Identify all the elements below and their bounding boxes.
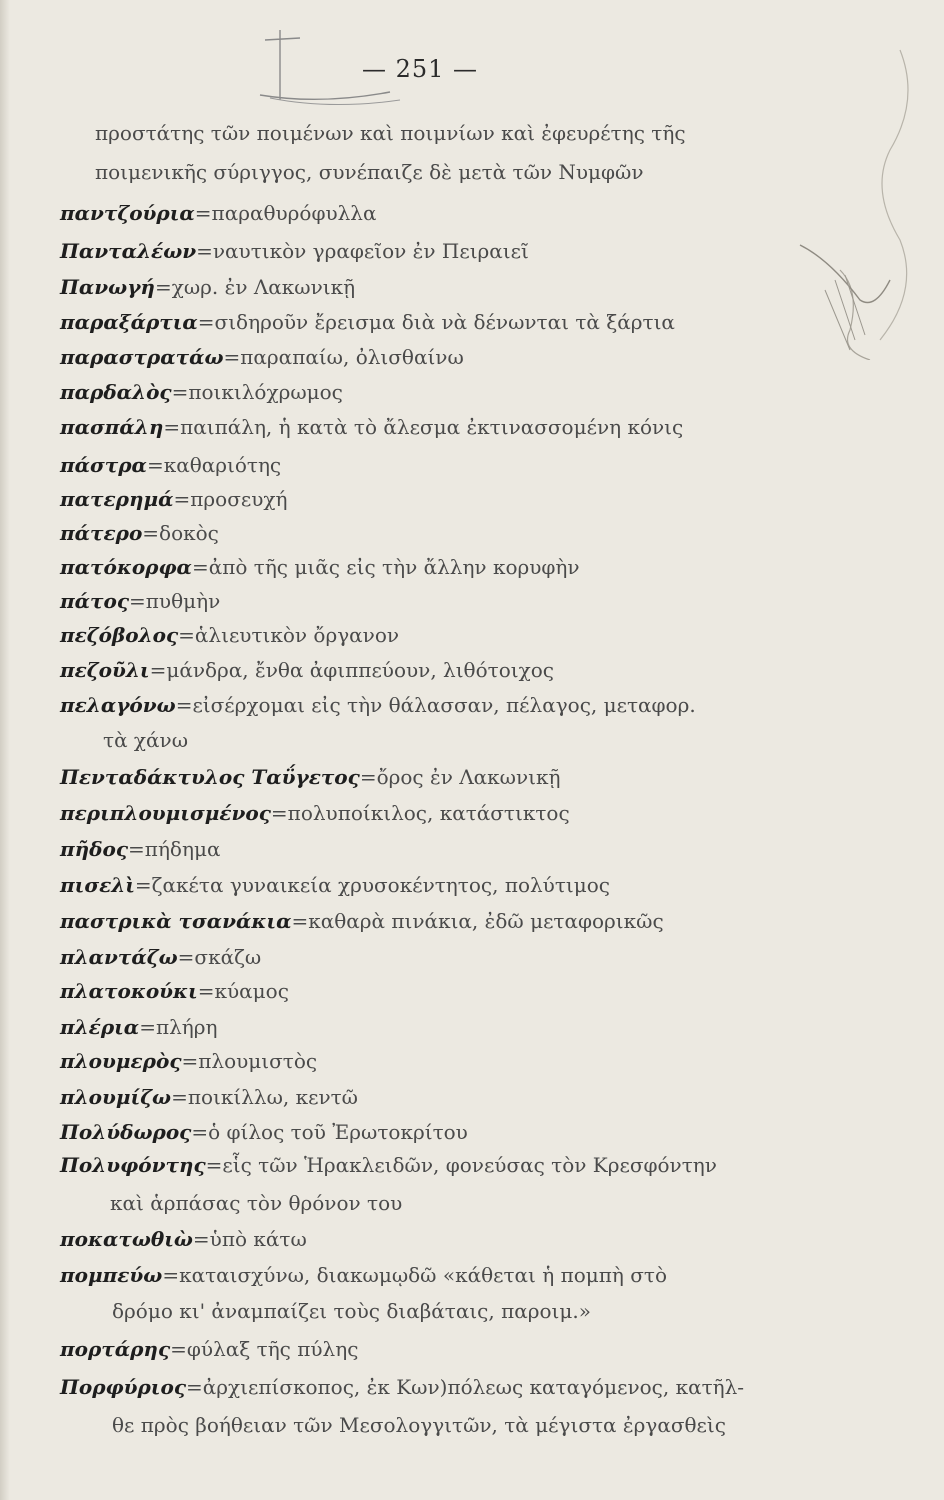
glossary-term: πάτος xyxy=(60,589,130,613)
glossary-definition: =μάνδρα, ἔνθα ἀφιππεύουν, λιθότοιχος xyxy=(149,658,554,682)
glossary-term: πλατοκούκι xyxy=(60,979,198,1003)
glossary-line xyxy=(60,1012,218,1042)
glossary-definition: =πήδημα xyxy=(128,837,221,861)
glossary-definition: =πολυποίκιλος, κατάστικτος xyxy=(270,801,570,825)
glossary-line xyxy=(60,870,610,900)
glossary-term: πισελὶ xyxy=(60,873,135,897)
glossary-definition: =ὁ φίλος τοῦ Ἐρωτοκρίτου xyxy=(191,1120,468,1144)
glossary-definition: =προσευχή xyxy=(173,487,288,511)
glossary-definition: =ἀρχιεπίσκοπος, ἐκ Κων)πόλεως καταγόμενος, κατῆλ- xyxy=(186,1375,745,1399)
glossary-definition: =παραθυρόφυλλα xyxy=(194,201,377,225)
glossary-line xyxy=(60,942,261,972)
glossary-term: Πανταλέων xyxy=(60,239,197,263)
glossary-term: πορτάρης xyxy=(60,1337,171,1361)
glossary-definition: =καταισχύνω, διακωμῳδῶ «κάθεται ἡ πομπὴ στὸ xyxy=(162,1263,668,1287)
glossary-term: Πενταδάκτυλος Ταΰγετος xyxy=(60,765,360,789)
glossary-line xyxy=(60,377,343,407)
glossary-line xyxy=(95,157,644,187)
glossary-line xyxy=(60,1372,744,1402)
glossary-line xyxy=(60,412,683,442)
glossary-line xyxy=(95,118,686,148)
glossary-term: Πολυφόντης xyxy=(60,1153,206,1177)
glossary-definition: =ἀπὸ τῆς μιᾶς εἰς τὴν ἄλλην κορυφὴν xyxy=(191,555,580,579)
glossary-definition: =ναυτικὸν γραφεῖον ἐν Πειραιεῖ xyxy=(196,239,529,263)
glossary-definition: =πλήρη xyxy=(139,1015,218,1039)
glossary-line xyxy=(60,518,219,548)
glossary-line xyxy=(60,762,560,792)
glossary-line xyxy=(103,725,188,755)
glossary-definition: =καθαριότης xyxy=(146,453,282,477)
glossary-definition: =εἷς τῶν Ἡρακλειδῶν, φονεύσας τὸν Κρεσφόντην xyxy=(205,1153,717,1177)
glossary-term: Πολύδωρος xyxy=(60,1120,192,1144)
glossary-term: πλαντάζω xyxy=(60,945,178,969)
glossary-line xyxy=(60,1082,358,1112)
glossary-definition: =ποικίλλω, κεντῶ xyxy=(171,1085,358,1109)
glossary-term: πομπεύω xyxy=(60,1263,163,1287)
glossary-term: πλέρια xyxy=(60,1015,140,1039)
glossary-line xyxy=(60,1224,307,1254)
glossary-term: περιπλουμισμένος xyxy=(60,801,271,825)
glossary-definition: δρόμο κι' ἀναμπαίζει τοὺς διαβάταις, παροιμ.» xyxy=(112,1299,591,1323)
glossary-line xyxy=(60,198,377,228)
glossary-line xyxy=(60,1117,468,1147)
glossary-definition: =ζακέτα γυναικεία χρυσοκέντητος, πολύτιμος xyxy=(134,873,610,897)
glossary-definition: =ὄρος ἐν Λακωνικῇ xyxy=(359,765,561,789)
glossary-definition: =εἰσέρχομαι εἰς τὴν θάλασσαν, πέλαγος, μεταφορ. xyxy=(175,693,696,717)
glossary-term: Πορφύριος xyxy=(60,1375,187,1399)
glossary-definition: καὶ ἁρπάσας τὸν θρόνον του xyxy=(110,1191,403,1215)
glossary-definition: =φύλαξ τῆς πύλης xyxy=(170,1337,359,1361)
glossary-term: πασπάλη xyxy=(60,415,164,439)
glossary-definition: ποιμενικῆς σύριγγος, συνέπαιζε δὲ μετὰ τῶν Νυμφῶν xyxy=(95,160,644,184)
glossary-line xyxy=(112,1296,591,1326)
page-binding-shadow xyxy=(0,0,10,1500)
glossary-definition: =πυθμὴν xyxy=(129,589,221,613)
glossary-definition: =σκάζω xyxy=(177,945,262,969)
glossary-line xyxy=(60,1334,358,1364)
glossary-term: Πανωγή xyxy=(60,275,155,299)
glossary-line xyxy=(60,690,696,720)
glossary-term: ποκατωθιὼ xyxy=(60,1227,193,1251)
glossary-line xyxy=(60,484,288,514)
glossary-line xyxy=(60,834,220,864)
glossary-definition: =σιδηροῦν ἔρεισμα διὰ νὰ δένωνται τὰ ξάρτια xyxy=(197,310,675,334)
glossary-line xyxy=(60,552,580,582)
glossary-definition: =ποικιλόχρωμος xyxy=(171,380,343,404)
glossary-line xyxy=(60,976,289,1006)
glossary-definition: =κύαμος xyxy=(197,979,289,1003)
glossary-definition: =ὑπὸ κάτω xyxy=(192,1227,307,1251)
glossary-line xyxy=(60,272,355,302)
glossary-definition: προστάτης τῶν ποιμένων καὶ ποιμνίων καὶ ἐφευρέτης τῆς xyxy=(95,121,686,145)
glossary-term: πλουμίζω xyxy=(60,1085,172,1109)
glossary-term: πατερημά xyxy=(60,487,174,511)
glossary-term: πελαγόνω xyxy=(60,693,176,717)
glossary-term: πατόκορφα xyxy=(60,555,192,579)
glossary-term: πεζόβολος xyxy=(60,623,179,647)
glossary-line xyxy=(110,1188,402,1218)
glossary-line xyxy=(60,1260,667,1290)
glossary-line xyxy=(60,1150,717,1180)
glossary-definition: =καθαρὰ πινάκια, ἐδῶ μεταφορικῶς xyxy=(291,909,664,933)
glossary-definition: =παραπαίω, ὀλισθαίνω xyxy=(223,345,464,369)
glossary-term: παραστρατάω xyxy=(60,345,224,369)
glossary-line xyxy=(60,450,281,480)
glossary-definition: τὰ χάνω xyxy=(103,728,189,752)
glossary-term: πάτερο xyxy=(60,521,143,545)
glossary-term: παρδαλὸς xyxy=(60,380,172,404)
glossary-term: πλουμερὸς xyxy=(60,1049,182,1073)
glossary-line xyxy=(60,655,554,685)
glossary-line xyxy=(112,1410,726,1440)
glossary-line xyxy=(60,307,675,337)
glossary-term: παραξάρτια xyxy=(60,310,198,334)
glossary-term: πῆδος xyxy=(60,837,129,861)
glossary-term: πάστρα xyxy=(60,453,147,477)
glossary-definition: =παιπάλη, ἡ κατὰ τὸ ἄλεσμα ἐκτινασσομένη κόνις xyxy=(163,415,684,439)
glossary-line xyxy=(60,620,399,650)
glossary-line xyxy=(60,798,570,828)
glossary-term: παστρικὰ τσανάκια xyxy=(60,909,292,933)
page-number: — 251 — xyxy=(361,55,479,83)
glossary-definition: =δοκὸς xyxy=(142,521,219,545)
glossary-definition: =πλουμιστὸς xyxy=(181,1049,318,1073)
pencil-sketch-margin xyxy=(780,40,940,360)
glossary-line xyxy=(60,236,529,266)
glossary-line xyxy=(60,1046,317,1076)
glossary-definition: =ἁλιευτικὸν ὄργανον xyxy=(178,623,400,647)
glossary-definition: =χωρ. ἐν Λακωνικῇ xyxy=(154,275,356,299)
glossary-term: παντζούρια xyxy=(60,201,195,225)
glossary-term: πεζοῦλι xyxy=(60,658,150,682)
glossary-line xyxy=(60,342,464,372)
glossary-line xyxy=(60,586,220,616)
glossary-definition: θε πρὸς βοήθειαν τῶν Μεσολογγιτῶν, τὰ μέγιστα ἐργασθεὶς xyxy=(112,1413,726,1437)
glossary-line xyxy=(60,906,664,936)
